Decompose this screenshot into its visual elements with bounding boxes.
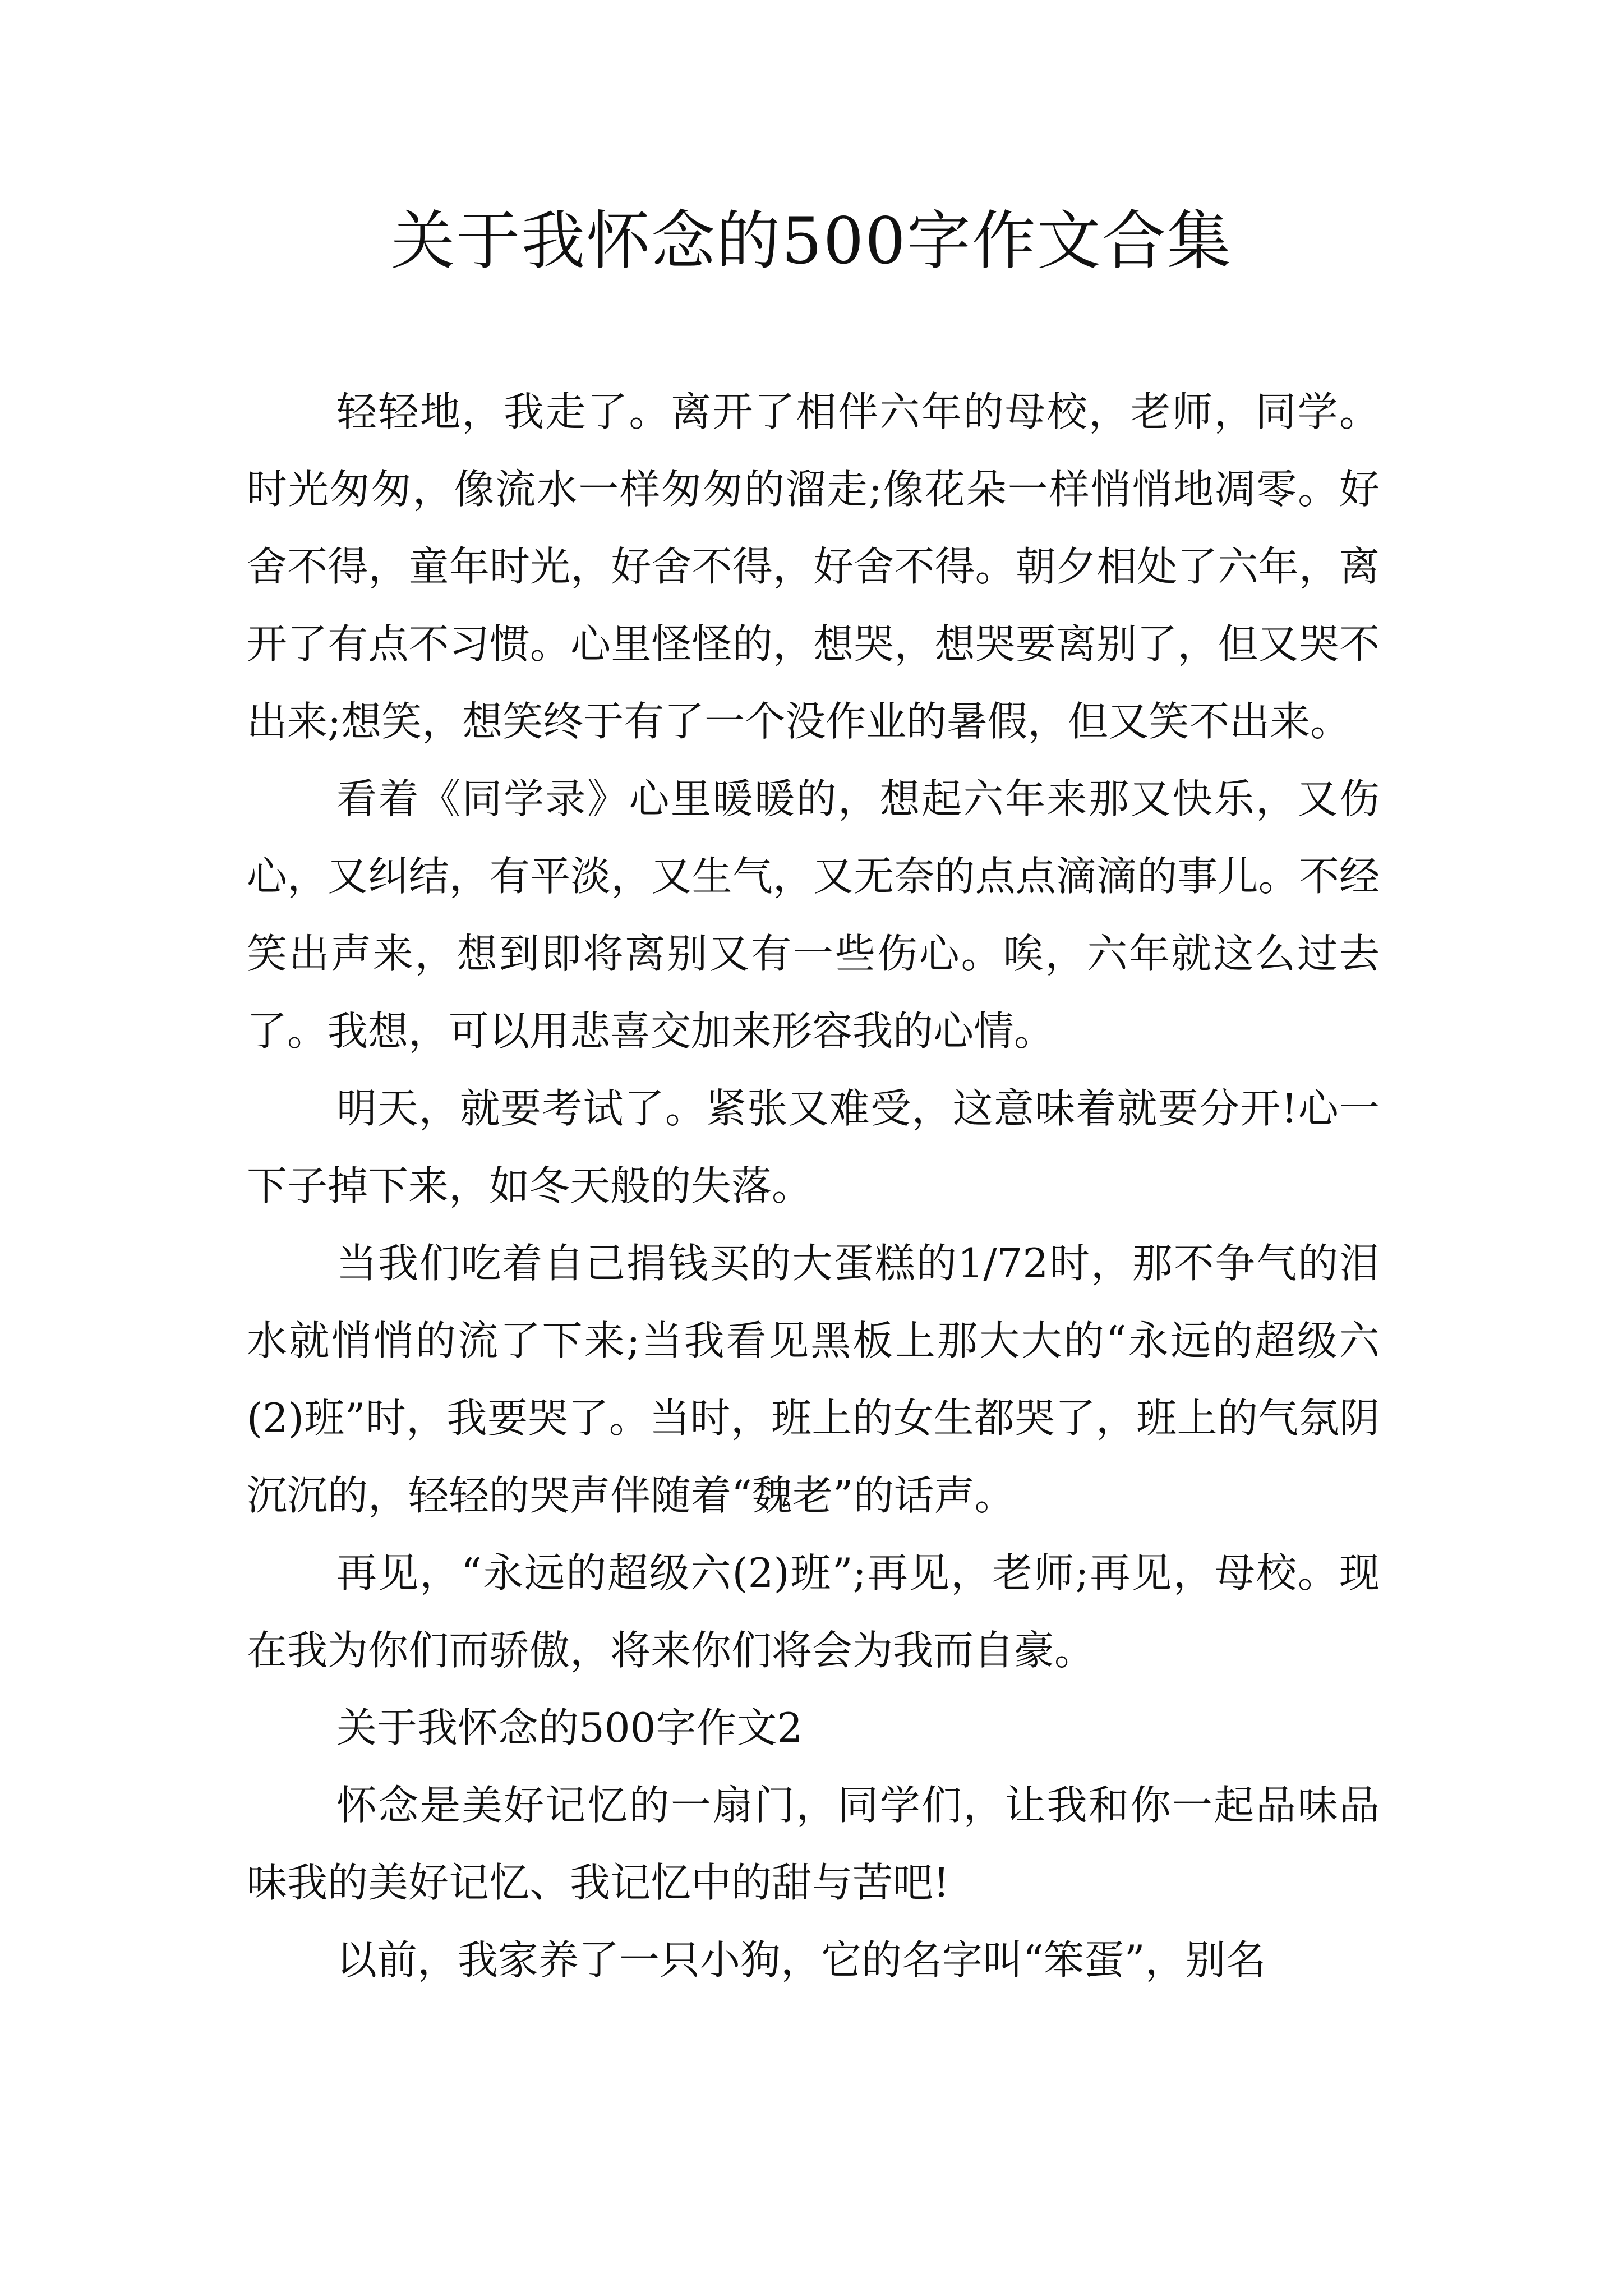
paragraph: 当我们吃着自己捐钱买的大蛋糕的1/72时，那不争气的泪水就悄悄的流了下来;当我看见黑板上那大大的“永远的超级六(2)班”时，我要哭了。当时，班上的女生都哭了，班上的气氛阴沉沉的，轻轻的哭声伴随着“魏老”的话声。 <box>247 1240 1380 1519</box>
paragraph: 再见，“永远的超级六(2)班”;再见，老师;再见，母校。现在我为你们而骄傲，将来你们将会为我而自豪。 <box>247 1549 1380 1674</box>
paragraph: 以前，我家养了一只小狗，它的名字叫“笨蛋”，别名 <box>336 1936 1266 1984</box>
paragraph: 轻轻地，我走了。离开了相伴六年的母校，老师，同学。时光匆匆，像流水一样匆匆的溜走;像花朵一样悄悄地凋零。好舍不得，童年时光，好舍不得，好舍不得。朝夕相处了六年，离开了有点不习惯。心里怪怪的，想哭，想哭要离别了，但又哭不出来;想笑，想笑终于有了一个没作业的暑假，但又笑不出来。 <box>247 388 1380 745</box>
section-heading: 关于我怀念的500字作文2 <box>336 1704 803 1751</box>
document-title: 关于我怀念的500字作文合集 <box>391 204 1232 278</box>
paragraph: 怀念是美好记忆的一扇门，同学们，让我和你一起品味品味我的美好记忆、我记忆中的甜与苦吧! <box>247 1782 1380 1906</box>
document-body <box>247 373 1380 1999</box>
paragraph: 明天，就要考试了。紧张又难受，这意味着就要分开!心一下子掉下来，如冬天般的失落。 <box>247 1085 1380 1209</box>
paragraph: 看着《同学录》心里暖暖的，想起六年来那又快乐，又伤心，又纠结，有平淡，又生气，又无奈的点点滴滴的事儿。不经笑出声来，想到即将离别又有一些伤心。唉，六年就这么过去了。我想，可以用悲喜交加来形容我的心情。 <box>247 775 1380 1055</box>
